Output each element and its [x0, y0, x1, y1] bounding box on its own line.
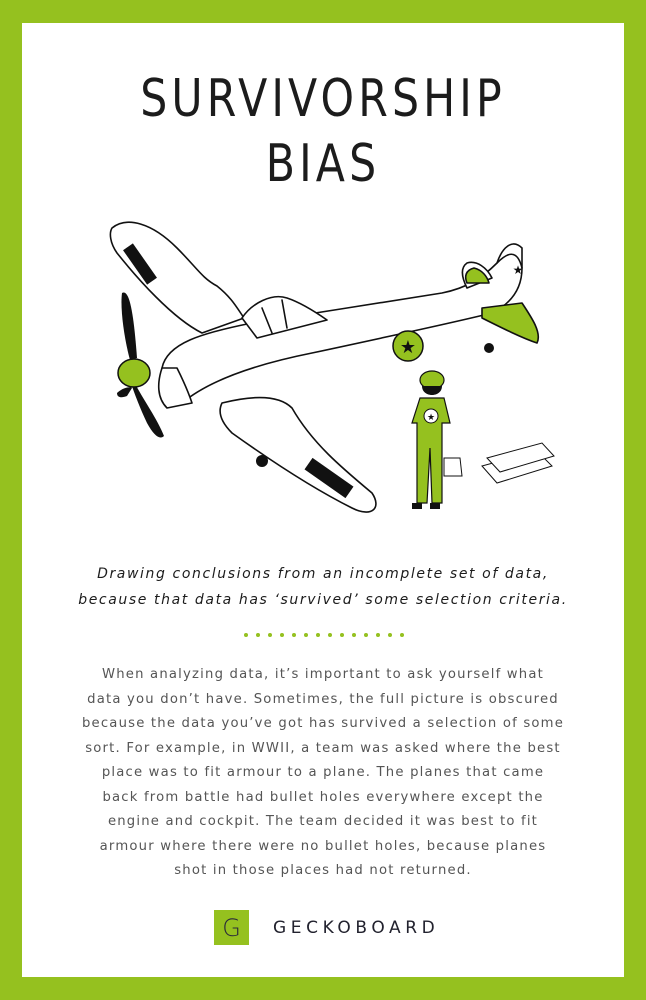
tagline-line-1: Drawing conclusions from an incomplete set of data, [97, 566, 549, 582]
divider-dot [376, 633, 380, 637]
body-line: shot in those places had not returned. [174, 863, 472, 878]
tailplane [482, 303, 538, 343]
divider-dot [256, 633, 260, 637]
body-line: When analyzing data, it’s important to ask yourself what [101, 667, 545, 682]
divider-dot [340, 633, 344, 637]
divider-dot [352, 633, 356, 637]
mechanic-figure [412, 371, 462, 509]
svg-text:★: ★ [426, 413, 436, 423]
divider-dot [328, 633, 332, 637]
dotted-divider [244, 633, 404, 639]
svg-text:★: ★ [512, 263, 524, 277]
divider-dot [244, 633, 248, 637]
body-line: back from battle had bullet holes everywhere except the [102, 789, 544, 805]
tagline [22, 561, 624, 613]
logo-mark: G [214, 910, 249, 945]
body-line: armour where there were no bullet holes, because planes [99, 838, 547, 854]
lower-wing [220, 398, 376, 512]
title-line-2: BIAS [265, 134, 381, 194]
body-line: data you don’t have. Sometimes, the full picture is obscured [87, 691, 559, 707]
svg-text:★: ★ [399, 337, 417, 358]
divider-dot [268, 633, 272, 637]
poster-panel [22, 23, 624, 977]
divider-dot [280, 633, 284, 637]
airplane-illustration [82, 208, 562, 528]
brand-name: GECKOBOARD [273, 917, 440, 938]
body-line: engine and cockpit. The team decided it was best to fit [107, 814, 539, 829]
body-line: place was to fit armour to a plane. The planes that came [101, 765, 545, 780]
tagline-line-2: because that data has ‘survived’ some selection criteria. [78, 592, 568, 608]
title-line-1: SURVIVORSHIP [140, 69, 506, 129]
divider-dot [400, 633, 404, 637]
divider-dot [304, 633, 308, 637]
propeller-blade-top [121, 292, 137, 360]
divider-dot [388, 633, 392, 637]
divider-dot [316, 633, 320, 637]
body-paragraph [22, 663, 624, 884]
body-line: sort. For example, in WWII, a team was asked where the best [85, 740, 561, 756]
propeller-spinner [118, 359, 150, 387]
geckoboard-logo [214, 910, 439, 945]
armour-plates [482, 443, 554, 483]
body-line: because the data you’ve got has survived a selection of some [81, 716, 565, 731]
divider-dot [364, 633, 368, 637]
divider-dot [292, 633, 296, 637]
